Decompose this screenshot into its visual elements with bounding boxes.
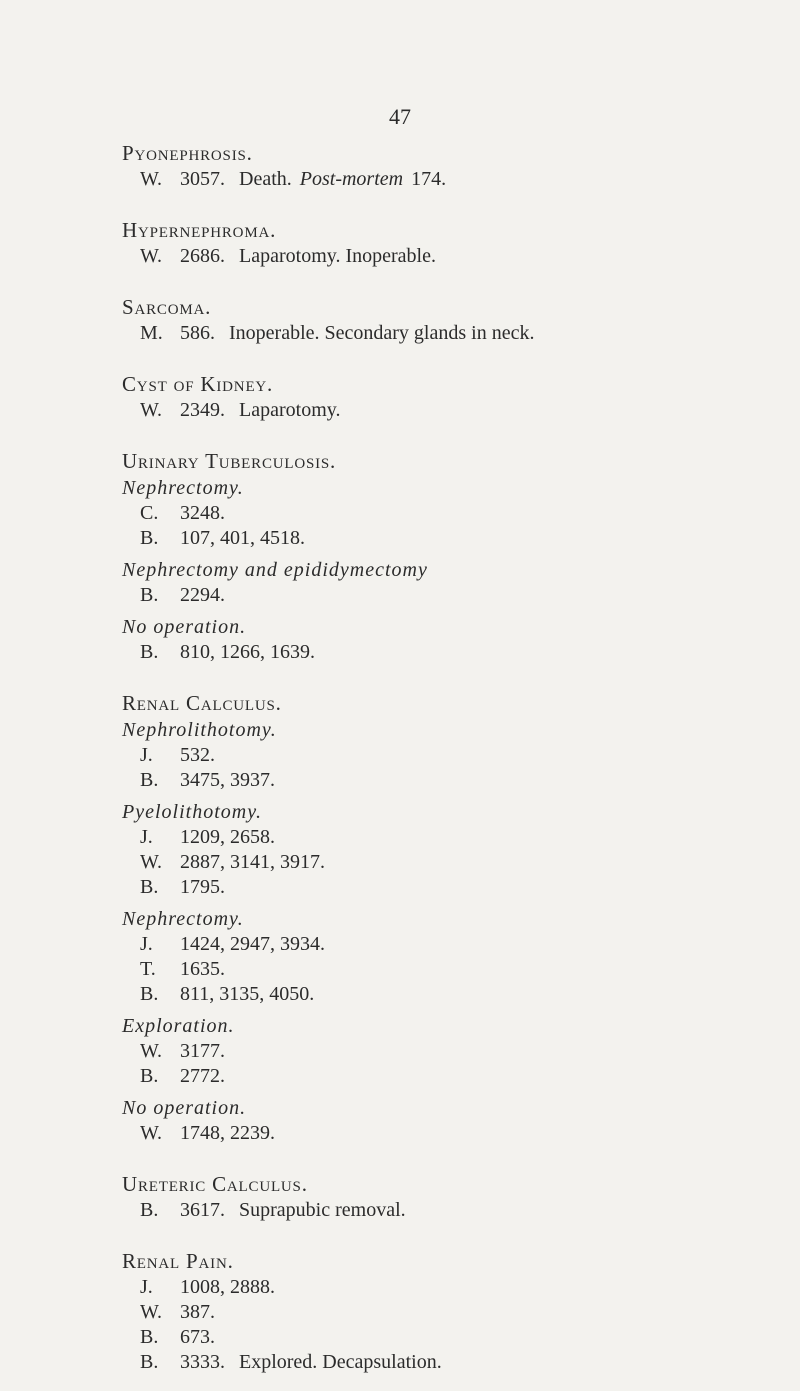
section-heading: Urinary Tuberculosis. <box>122 449 337 473</box>
case-entry <box>122 1064 792 1089</box>
case-numbers: 3617. <box>180 1199 225 1221</box>
section-heading: Cyst of Kidney. <box>122 372 274 396</box>
surgeon-code: J. <box>140 933 153 955</box>
case-numbers: 1209, 2658. <box>180 826 275 848</box>
surgeon-code: B. <box>140 641 159 663</box>
section <box>122 371 792 423</box>
case-numbers: 673. <box>180 1326 215 1348</box>
case-note: Laparotomy. Inoperable. <box>239 245 436 267</box>
case-numbers: 387. <box>180 1301 215 1323</box>
page-number: 47 <box>389 104 411 129</box>
surgeon-code: W. <box>140 399 163 421</box>
case-numbers: 811, 3135, 4050. <box>180 983 315 1005</box>
surgeon-code: W. <box>140 168 163 190</box>
section <box>122 448 792 665</box>
case-entry <box>122 244 792 269</box>
subheading: No operation. <box>122 616 247 638</box>
case-numbers: 3333. <box>180 1351 225 1373</box>
case-entry <box>122 640 792 665</box>
case-numbers: 3248. <box>180 502 225 524</box>
surgeon-code: B. <box>140 584 159 606</box>
surgeon-code: B. <box>140 769 159 791</box>
surgeon-code: W. <box>140 1301 163 1323</box>
case-numbers: 107, 401, 4518. <box>180 527 305 549</box>
case-numbers: 2772. <box>180 1065 225 1087</box>
surgeon-code: B. <box>140 983 159 1005</box>
case-note: Inoperable. Secondary glands in neck. <box>229 322 535 344</box>
case-entry <box>122 1300 792 1325</box>
case-numbers: 532. <box>180 744 215 766</box>
case-numbers: 1635. <box>180 958 225 980</box>
case-entry <box>122 1198 792 1223</box>
surgeon-code: J. <box>140 744 153 766</box>
case-entry <box>122 825 792 850</box>
section <box>122 690 792 1146</box>
case-numbers: 3177. <box>180 1040 225 1062</box>
subheading: Nephrectomy. <box>122 477 244 499</box>
case-note: Laparotomy. <box>239 399 341 421</box>
case-note: Suprapubic removal. <box>239 1199 406 1221</box>
section <box>122 1248 792 1375</box>
surgeon-code: J. <box>140 826 153 848</box>
case-entry <box>122 398 792 423</box>
case-numbers: 2686. <box>180 245 225 267</box>
case-entry <box>122 1325 792 1350</box>
section-heading: Ureteric Calculus. <box>122 1172 308 1196</box>
case-note: Explored. Decapsulation. <box>239 1351 442 1373</box>
case-note: Death. <box>239 168 292 190</box>
case-entry <box>122 850 792 875</box>
section-heading: Hypernephroma. <box>122 218 277 242</box>
surgeon-code: J. <box>140 1276 153 1298</box>
surgeon-code: B. <box>140 527 159 549</box>
section-heading: Renal Calculus. <box>122 691 282 715</box>
surgeon-code: W. <box>140 245 163 267</box>
section <box>122 140 792 192</box>
case-entry <box>122 957 792 982</box>
case-entry <box>122 1121 792 1146</box>
case-note-tail: 174. <box>411 168 447 190</box>
surgeon-code: M. <box>140 322 163 344</box>
case-entry <box>122 526 792 551</box>
case-entry <box>122 982 792 1007</box>
subheading: Exploration. <box>122 1015 235 1037</box>
section-heading: Pyonephrosis. <box>122 141 253 165</box>
surgeon-code: C. <box>140 502 159 524</box>
document-body <box>122 140 792 1375</box>
case-note-italic: Post-mortem <box>299 168 404 190</box>
case-numbers: 2349. <box>180 399 225 421</box>
case-numbers: 2887, 3141, 3917. <box>180 851 325 873</box>
surgeon-code: B. <box>140 876 159 898</box>
subheading: Nephrectomy and epididymectomy <box>122 559 428 581</box>
case-entry <box>122 1275 792 1300</box>
case-numbers: 810, 1266, 1639. <box>180 641 315 663</box>
case-numbers: 3057. <box>180 168 225 190</box>
case-entry <box>122 1039 792 1064</box>
surgeon-code: B. <box>140 1199 159 1221</box>
section <box>122 1171 792 1223</box>
case-numbers: 2294. <box>180 584 225 606</box>
surgeon-code: W. <box>140 851 163 873</box>
case-entry <box>122 875 792 900</box>
case-numbers: 1795. <box>180 876 225 898</box>
case-entry <box>122 583 792 608</box>
subheading: Nephrectomy. <box>122 908 244 930</box>
case-numbers: 586. <box>180 322 215 344</box>
section <box>122 217 792 269</box>
surgeon-code: T. <box>140 958 156 980</box>
subheading: Nephrolithotomy. <box>122 719 277 741</box>
case-numbers: 3475, 3937. <box>180 769 275 791</box>
case-entry <box>122 1350 792 1375</box>
case-entry <box>122 768 792 793</box>
case-numbers: 1748, 2239. <box>180 1122 275 1144</box>
case-numbers: 1424, 2947, 3934. <box>180 933 325 955</box>
surgeon-code: W. <box>140 1122 163 1144</box>
case-entry <box>122 321 792 346</box>
section-heading: Sarcoma. <box>122 295 212 319</box>
surgeon-code: W. <box>140 1040 163 1062</box>
section-heading: Renal Pain. <box>122 1249 234 1273</box>
surgeon-code: B. <box>140 1065 159 1087</box>
case-entry <box>122 501 792 526</box>
case-entry <box>122 932 792 957</box>
surgeon-code: B. <box>140 1326 159 1348</box>
section <box>122 294 792 346</box>
case-entry <box>122 743 792 768</box>
case-entry <box>122 167 792 192</box>
surgeon-code: B. <box>140 1351 159 1373</box>
subheading: No operation. <box>122 1097 247 1119</box>
case-numbers: 1008, 2888. <box>180 1276 275 1298</box>
subheading: Pyelolithotomy. <box>122 801 262 823</box>
